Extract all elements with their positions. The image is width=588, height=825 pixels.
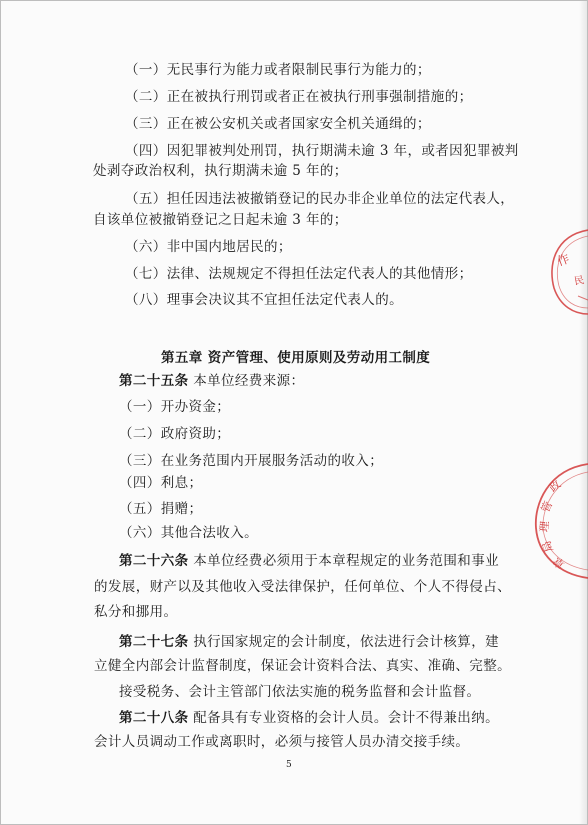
chapter-title: 第五章 资产管理、使用原则及劳动用工制度 [161, 350, 431, 366]
art25-item-6: （六）其他合法收入。 [119, 525, 258, 541]
seal-top-char-1: 作 [555, 251, 572, 269]
seal-stamp-top-fragment [544, 226, 588, 316]
seal-bottom-char-1: 政 [546, 477, 564, 495]
text-line-1: （一）无民事行为能力或者限制民事行为能力的； [125, 62, 431, 78]
article-28-text-1: 配备具有专业资格的会计人员。会计不得兼出纳。 [193, 710, 500, 726]
article-27-label: 第二十七条 [119, 634, 189, 650]
text-line-6: （五）担任因违法被撤销登记的民办非企业单位的法定代表人， [125, 191, 515, 207]
text-line-10: （八）理事会决议其不宜担任法定代表人的。 [125, 292, 403, 308]
text-line-7: 自该单位被撤销登记之日起未逾 3 年的； [93, 212, 348, 228]
text-line-4: （四）因犯罪被判处刑罚，执行期满未逾 3 年，或者因犯罪被判 [125, 143, 519, 159]
article-26-line-2: 的发展，财产以及其他收入受法律保护，任何单位、个人不得侵占、 [94, 579, 511, 595]
text-line-5: 处剥夺政治权利，执行期满未逾 5 年的； [93, 163, 348, 179]
article-25-text: 本单位经费来源： [193, 373, 305, 389]
seal-bottom-char-5: 章 [550, 554, 568, 572]
article-28-label: 第二十八条 [119, 710, 189, 726]
art25-item-4: （四）利息； [119, 475, 203, 491]
text-line-3: （三）正在被公安机关或者国家安全机关通缉的； [125, 116, 431, 132]
article-27-line-1 [119, 633, 499, 651]
page-number: 5 [286, 760, 292, 770]
article-26-label: 第二十六条 [119, 553, 189, 569]
article-25-label: 第二十五条 [119, 373, 189, 389]
art25-item-5: （五）捐赠； [119, 501, 203, 517]
article-27-text-1: 执行国家规定的会计制度，依法进行会计核算，建 [193, 634, 500, 650]
art25-item-3: （三）在业务范围内开展服务活动的收入； [119, 453, 384, 469]
article-26-line-1 [119, 552, 499, 570]
seal-bottom-char-3: 理 [537, 520, 552, 533]
art25-item-2: （二）政府资助； [119, 426, 231, 442]
seal-stamp-bottom-fragment [528, 458, 588, 582]
article-27-line-3: 接受税务、会计主管部门依法实施的税务监督和会计监督。 [119, 684, 481, 700]
article-28-line-2: 会计人员调动工作或离职时，必须与接管人员办清交接手续。 [94, 734, 470, 750]
article-28-line-1 [119, 709, 499, 727]
seal-bottom-char-4: 局 [539, 539, 556, 554]
text-line-9: （七）法律、法规规定不得担任法定代表人的其他情形； [125, 266, 473, 282]
article-26-line-3: 私分和挪用。 [94, 604, 178, 620]
article-26-text-1: 本单位经费必须用于本章程规定的业务范围和事业 [193, 553, 500, 569]
text-line-2: （二）正在被执行刑罚或者正在被执行刑事强制措施的； [125, 89, 473, 105]
article-27-line-2: 立健全内部会计监督制度，保证会计资料合法、真实、准确、完整。 [94, 658, 511, 674]
article-25 [119, 372, 304, 390]
seal-top-char-2: 民 [573, 275, 586, 288]
text-line-8: （六）非中国内地居民的； [125, 239, 292, 255]
seal-bottom-char-2: 管 [538, 499, 556, 515]
art25-item-1: （一）开办资金； [119, 399, 231, 415]
